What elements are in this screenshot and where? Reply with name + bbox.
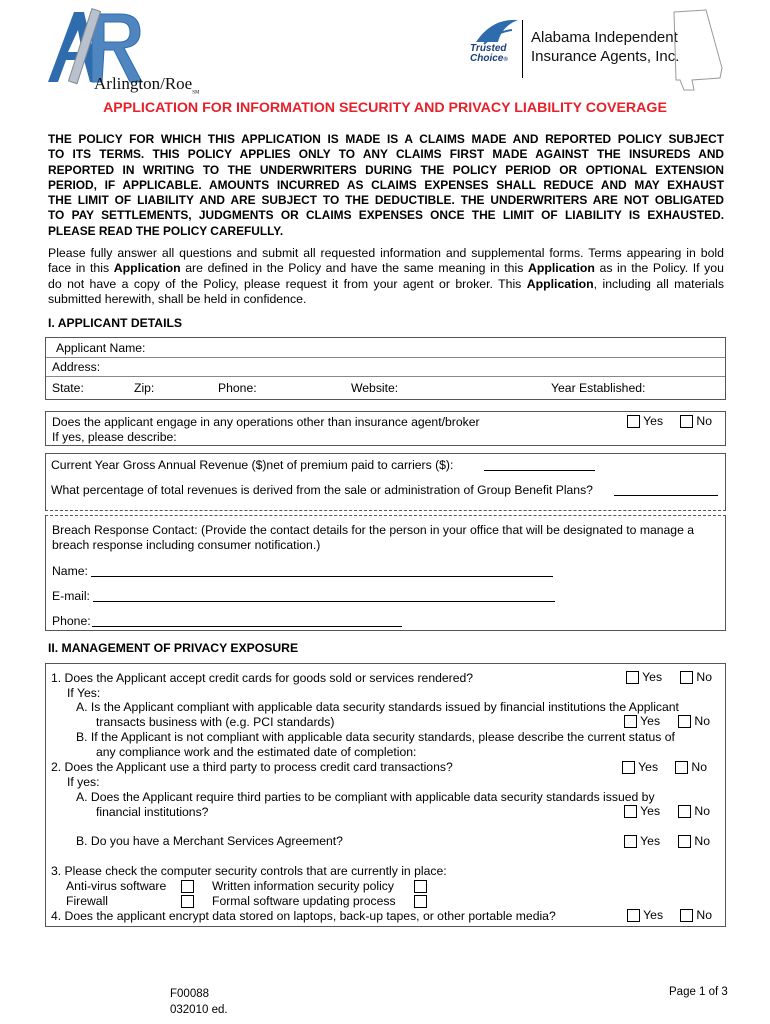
revenue-input-line[interactable] bbox=[484, 470, 595, 471]
q2-no-option[interactable]: No bbox=[675, 760, 707, 775]
q2b-no-option[interactable]: No bbox=[678, 834, 710, 849]
q2b-yes-option[interactable]: Yes bbox=[624, 834, 660, 849]
breach-contact-text-2: breach response including consumer notification.) bbox=[52, 538, 321, 552]
trusted-text: Trusted bbox=[470, 43, 507, 54]
q2b-yes-checkbox[interactable] bbox=[624, 835, 637, 848]
q1a-text-1: A. Is the Applicant compliant with applicable data security standards issued by financial institutions the Applicant bbox=[76, 700, 679, 714]
q2a-text-1: A. Does the Applicant require third parties to be compliant with applicable data security standards issued by bbox=[76, 790, 655, 804]
trusted-choice-logo: Trusted Choice® bbox=[468, 16, 528, 76]
section-privacy-exposure-heading: II. MANAGEMENT OF PRIVACY EXPOSURE bbox=[48, 641, 299, 655]
breach-email-input-line[interactable] bbox=[93, 601, 555, 602]
alabama-state-outline-icon bbox=[668, 8, 728, 94]
q2-yes-checkbox[interactable] bbox=[622, 761, 635, 774]
alabama-org-name: Alabama Independent Insurance Agents, Inc. bbox=[531, 29, 680, 65]
q1-yes-checkbox[interactable] bbox=[626, 671, 639, 684]
page-number: Page 1 of 3 bbox=[669, 986, 728, 998]
ops-yes-option[interactable]: Yes bbox=[627, 414, 663, 429]
q2-yes-option[interactable]: Yes bbox=[622, 760, 658, 775]
section-applicant-details-heading: I. APPLICANT DETAILS bbox=[48, 316, 183, 330]
q2a-yes-option[interactable]: Yes bbox=[624, 804, 660, 819]
breach-email-label: E-mail: bbox=[52, 589, 90, 603]
q4-no-checkbox[interactable] bbox=[680, 909, 693, 922]
logo-divider bbox=[522, 20, 523, 78]
state-label[interactable]: State: bbox=[52, 381, 84, 395]
other-operations-describe[interactable]: If yes, please describe: bbox=[52, 430, 177, 444]
q1a-text-2: transacts business with (e.g. PCI standards) bbox=[96, 715, 335, 729]
control-wisp-label: Written information security policy bbox=[212, 879, 394, 893]
group-benefit-pct-question: What percentage of total revenues is derived from the sale or administration of Group Benefit Plans? bbox=[51, 483, 593, 497]
control-wisp-checkbox[interactable] bbox=[414, 880, 427, 893]
ops-no-option[interactable]: No bbox=[680, 414, 712, 429]
q2b-no-checkbox[interactable] bbox=[678, 835, 691, 848]
control-firewall-checkbox[interactable] bbox=[181, 895, 194, 908]
revenue-question: Current Year Gross Annual Revenue ($)net of premium paid to carriers ($): bbox=[51, 458, 454, 472]
breach-name-input-line[interactable] bbox=[91, 576, 553, 577]
control-firewall-label: Firewall bbox=[66, 894, 108, 908]
arlington-roe-wordmark: Arlington/Roe$_{SM}$ bbox=[94, 74, 200, 96]
year-established-label[interactable]: Year Established: bbox=[551, 381, 646, 395]
q1a-no-checkbox[interactable] bbox=[678, 715, 691, 728]
q1a-yes-checkbox[interactable] bbox=[624, 715, 637, 728]
ops-yes-checkbox[interactable] bbox=[627, 415, 640, 428]
breach-phone-input-line[interactable] bbox=[92, 626, 402, 627]
form-code: F00088 032010 ed. bbox=[170, 988, 228, 1016]
q2a-yes-checkbox[interactable] bbox=[624, 805, 637, 818]
applicant-name-label[interactable]: Applicant Name: bbox=[56, 341, 146, 355]
ops-no-checkbox[interactable] bbox=[680, 415, 693, 428]
website-label[interactable]: Website: bbox=[351, 381, 399, 395]
q2-if-yes: If yes: bbox=[67, 775, 100, 789]
zip-label[interactable]: Zip: bbox=[134, 381, 155, 395]
arlington-roe-logo bbox=[40, 8, 210, 94]
q1-no-checkbox[interactable] bbox=[680, 671, 693, 684]
control-software-updating-label: Formal software updating process bbox=[212, 894, 396, 908]
phone-label[interactable]: Phone: bbox=[218, 381, 257, 395]
q1a-no-option[interactable]: No bbox=[678, 714, 710, 729]
q1b-text-2: any compliance work and the estimated date of completion: bbox=[96, 745, 417, 759]
breach-name-label: Name: bbox=[52, 564, 88, 578]
other-operations-question: Does the applicant engage in any operations other than insurance agent/broker bbox=[52, 415, 480, 429]
q2-text: 2. Does the Applicant use a third party to process credit card transactions? bbox=[51, 760, 453, 774]
q2a-no-option[interactable]: No bbox=[678, 804, 710, 819]
q2-no-checkbox[interactable] bbox=[675, 761, 688, 774]
breach-phone-label: Phone: bbox=[52, 614, 91, 628]
control-software-updating-checkbox[interactable] bbox=[414, 895, 427, 908]
q1-if-yes: If Yes: bbox=[67, 686, 101, 700]
q4-no-option[interactable]: No bbox=[680, 908, 712, 923]
group-benefit-pct-input-line[interactable] bbox=[614, 495, 718, 496]
q1a-yes-option[interactable]: Yes bbox=[624, 714, 660, 729]
claims-made-notice: THE POLICY FOR WHICH THIS APPLICATION IS MADE IS A CLAIMS MADE AND REPORTED POLICY SUBJECT TO ITS TERMS. THIS POLICY APPLIES ONLY TO ANY CLAIMS FIRST MADE AGAINST THE INSUREDS AND REPORTED IN WRITING TO THE UNDERWRITERS DURING THE POLICY PERIOD OR OPTIONAL EXTENSION PERIOD, IF APPLICABLE. AMOUNTS INCURRED AS CLAIMS EXPENSES SHALL REDUCE AND MAY EXHAUST THE LIMIT OF LIABILITY AND ARE SUBJECT TO THE DEDUCTIBLE. THE UNDERWRITERS ARE NOT OBLIGATED TO PAY SETTLEMENTS, JUDGMENTS OR CLAIMS EXPENSES ONCE THE LIMIT OF LIABILITY IS EXHAUSTED. PLEASE READ THE POLICY CAREFULLY. bbox=[48, 132, 724, 238]
control-antivirus-label: Anti-virus software bbox=[66, 879, 167, 893]
q1-text: 1. Does the Applicant accept credit cards for goods sold or services rendered? bbox=[51, 671, 474, 685]
q2a-no-checkbox[interactable] bbox=[678, 805, 691, 818]
q3-text: 3. Please check the computer security controls that are currently in place: bbox=[51, 864, 447, 878]
control-antivirus-checkbox[interactable] bbox=[181, 880, 194, 893]
page-title: APPLICATION FOR INFORMATION SECURITY AND PRIVACY LIABILITY COVERAGE bbox=[103, 100, 667, 116]
q1-yes-option[interactable]: Yes bbox=[626, 670, 662, 685]
intro-paragraph: Please fully answer all questions and submit all requested information and supplemental forms. Terms appearing in bold face in this Application are defined in the Policy and have the same meaning in this Application as in the Policy. If you do not have a copy of the Policy, please request it from your agent or broker. This Application, including all materials submitted herewith, shall be held in confidence. bbox=[48, 246, 724, 306]
q4-yes-checkbox[interactable] bbox=[627, 909, 640, 922]
q4-text: 4. Does the applicant encrypt data stored on laptops, back-up tapes, or other portable media? bbox=[51, 909, 556, 923]
q1b-text-1: B. If the Applicant is not compliant with applicable data security standards, please describe the current status of bbox=[76, 730, 675, 744]
breach-contact-text-1: Breach Response Contact: (Provide the contact details for the person in your office that will be designated to manage a bbox=[52, 523, 695, 537]
q4-yes-option[interactable]: Yes bbox=[627, 908, 663, 923]
address-label[interactable]: Address: bbox=[52, 360, 101, 374]
q2a-text-2: financial institutions? bbox=[96, 805, 209, 819]
choice-text: Choice bbox=[470, 53, 504, 64]
q2b-text: B. Do you have a Merchant Services Agreement? bbox=[76, 834, 343, 848]
q1-no-option[interactable]: No bbox=[680, 670, 712, 685]
